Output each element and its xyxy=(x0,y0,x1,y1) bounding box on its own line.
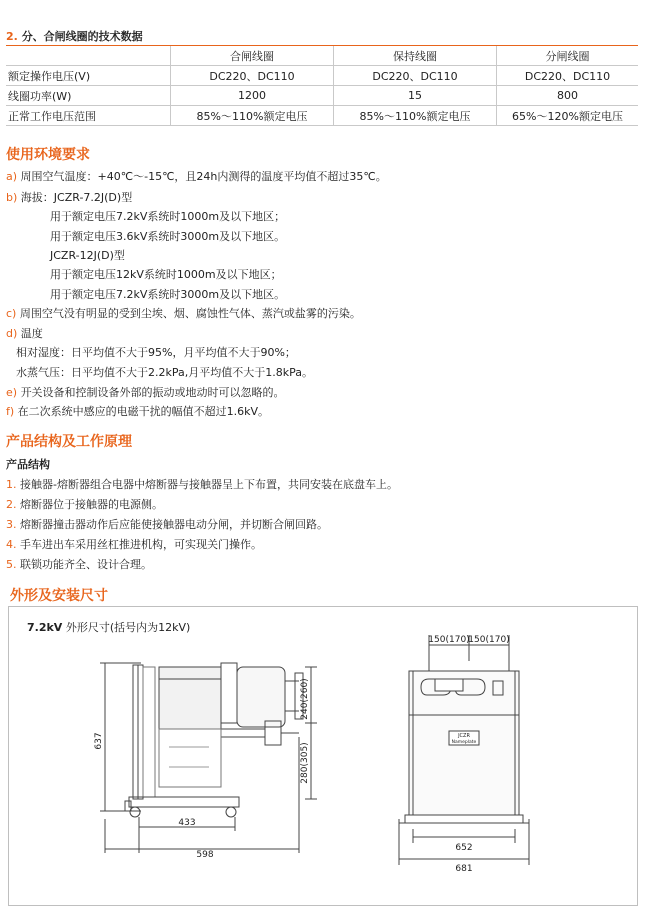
table-cell: 85%～110%额定电压 xyxy=(334,106,497,126)
dimensions-section-title: 外形及安装尺寸 xyxy=(10,588,108,604)
label-front-outer: 681 xyxy=(455,864,473,874)
list-marker: 2. xyxy=(6,498,17,511)
list-item-text: 熔断器位于接触器的电源侧。 xyxy=(20,498,163,511)
list-marker: b) xyxy=(6,191,18,204)
label-upper: 240(260) xyxy=(300,678,310,720)
env-item-e xyxy=(6,384,285,400)
env-subitem: 用于额定电压7.2kV系统时3000m及以下地区。 xyxy=(50,288,286,301)
list-marker: c) xyxy=(6,307,17,320)
structure-section-title: 产品结构及工作原理 xyxy=(6,434,132,450)
coil-spec-table xyxy=(6,45,638,126)
env-item-text: 在二次系统中感应的电磁干扰的幅值不超过1.6kV。 xyxy=(17,405,270,418)
list-marker: 1. xyxy=(6,478,17,491)
table-cell: DC220、DC110 xyxy=(497,66,639,86)
label-pitch-left: 150(170) xyxy=(428,635,470,645)
list-item xyxy=(6,556,152,572)
table-cell: 15 xyxy=(334,86,497,106)
caption-text: 外形尺寸(括号内为12kV) xyxy=(62,621,191,634)
env-item-a xyxy=(6,168,387,184)
table-cell: 正常工作电压范围 xyxy=(6,106,171,126)
dimension-drawing xyxy=(9,607,637,905)
label-lower: 280(305) xyxy=(300,742,310,784)
table-cell: 1200 xyxy=(171,86,334,106)
list-item-text: 手车进出车采用丝杠推进机构，可实现关门操作。 xyxy=(20,538,262,551)
table-cell: DC220、DC110 xyxy=(171,66,334,86)
environment-section-title: 使用环境要求 xyxy=(6,147,90,163)
label-width-inner: 433 xyxy=(178,818,196,828)
env-item-text: 周围空气没有明显的受到尘埃、烟、腐蚀性气体、蒸汽或盐雾的污染。 xyxy=(19,307,361,320)
caption-voltage: 7.2kV xyxy=(27,621,63,634)
env-subitem: 用于额定电压3.6kV系统时3000m及以下地区。 xyxy=(50,230,286,243)
list-item xyxy=(6,516,328,532)
coil-section-title xyxy=(6,28,143,44)
nameplate-line1: JCZR xyxy=(458,733,470,739)
table-cell: 800 xyxy=(497,86,639,106)
label-height: 637 xyxy=(94,732,104,750)
env-item-f xyxy=(6,403,269,419)
env-subitem: JCZR-12J(D)型 xyxy=(50,249,125,262)
list-item-text: 联锁功能齐全、设计合理。 xyxy=(20,558,152,571)
table-cell: DC220、DC110 xyxy=(334,66,497,86)
table-header-cell xyxy=(6,46,171,66)
coil-section-title-text: 分、合闸线圈的技术数据 xyxy=(21,30,143,43)
list-marker: e) xyxy=(6,386,18,399)
env-item-text: 温度 xyxy=(20,327,43,340)
list-item xyxy=(6,536,262,552)
env-item-c xyxy=(6,305,361,321)
table-header-cell: 合闸线圈 xyxy=(171,46,334,66)
list-marker: 3. xyxy=(6,518,17,531)
table-cell: 65%～120%额定电压 xyxy=(497,106,639,126)
table-row xyxy=(6,66,638,86)
label-pitch-right: 150(170) xyxy=(468,635,510,645)
list-marker: d) xyxy=(6,327,18,340)
list-item-text: 接触器-熔断器组合电器中熔断器与接触器呈上下布置，共同安装在底盘车上。 xyxy=(20,478,398,491)
list-item-text: 熔断器撞击器动作后应能使接触器电动分闸，并切断合闸回路。 xyxy=(20,518,328,531)
env-subitem: 用于额定电压7.2kV系统时1000m及以下地区； xyxy=(50,210,286,223)
table-row xyxy=(6,106,638,126)
list-marker: 5. xyxy=(6,558,17,571)
env-item-text: 开关设备和控制设备外部的振动或地动时可以忽略的。 xyxy=(20,386,285,399)
env-subitem: 水蒸气压：日平均值不大于2.2kPa,月平均值不大于1.8kPa。 xyxy=(16,366,313,379)
list-item xyxy=(6,476,398,492)
table-header-cell: 保持线圈 xyxy=(334,46,497,66)
dimension-drawing-panel xyxy=(8,606,638,906)
table-cell: 线圈功率(W) xyxy=(6,86,171,106)
table-header-cell: 分闸线圈 xyxy=(497,46,639,66)
list-marker: 4. xyxy=(6,538,17,551)
list-marker: a) xyxy=(6,170,18,183)
env-subitem: 相对湿度：日平均值不大于95%，月平均值不大于90%； xyxy=(16,346,296,359)
env-item-d xyxy=(6,325,43,341)
structure-subtitle: 产品结构 xyxy=(6,458,50,471)
env-item-text: 海拔：JCZR-7.2J(D)型 xyxy=(20,191,133,204)
table-row xyxy=(6,86,638,106)
table-cell: 85%～110%额定电压 xyxy=(171,106,334,126)
env-item-text: 周围空气温度：+40℃～-15℃，且24h内测得的温度平均值不超过35℃。 xyxy=(20,170,387,183)
list-marker: f) xyxy=(6,405,15,418)
table-header-row xyxy=(6,46,638,66)
label-width-outer: 598 xyxy=(196,850,214,860)
env-item-b xyxy=(6,189,132,205)
table-cell: 额定操作电压(V) xyxy=(6,66,171,86)
env-subitem: 用于额定电压12kV系统时1000m及以下地区； xyxy=(50,268,282,281)
coil-section-number: 2. xyxy=(6,30,18,43)
nameplate-line2: Nameplate xyxy=(451,740,477,745)
list-item xyxy=(6,496,163,512)
label-front-inner: 652 xyxy=(455,843,473,853)
